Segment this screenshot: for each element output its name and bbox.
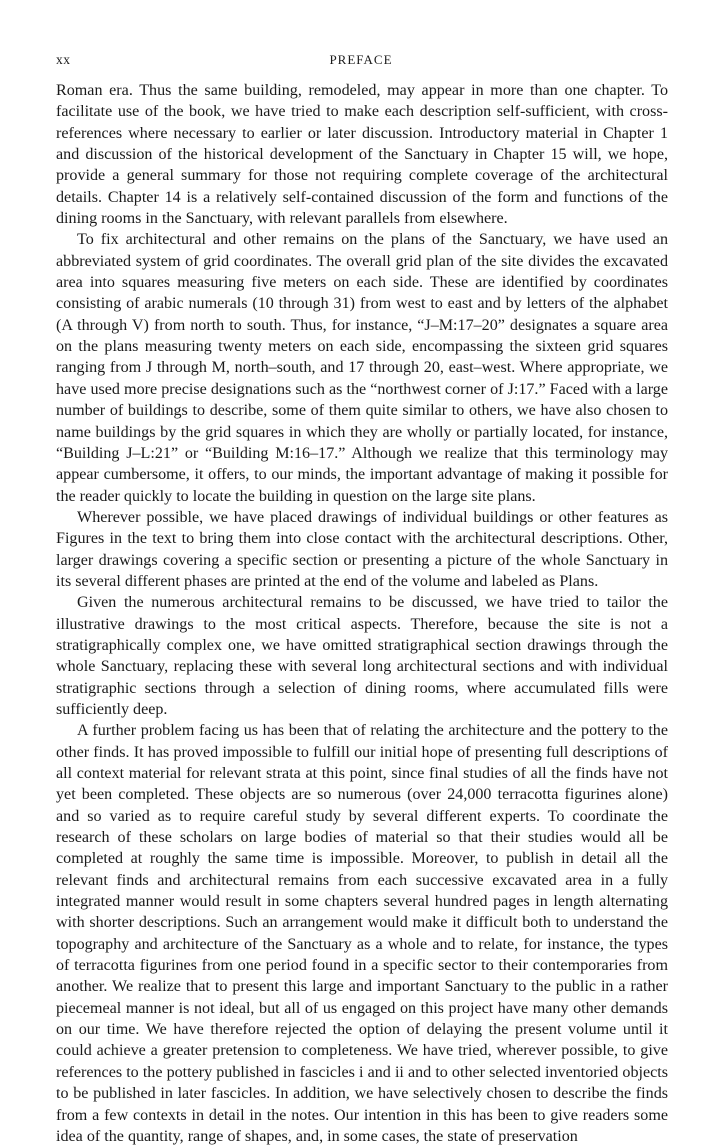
paragraph-2: To fix architectural and other remains on the plans of the Sanctuary, we have used an abbreviated system of grid coordinates. The overall grid plan of the site divides the excavated area into squares measuring five meters on each side. These are identified by coordinates consisting of arabic numerals (10 through 31) from west to east and by letters of the alphabet (A through V) from north to south. Thus, for instance, “J–M:17–20” designates a square area on the plans measuring twenty meters on each side, encompassing the sixteen grid squares ranging from J through M, north–south, and 17 through 20, east–west. Where appropriate, we have used more precise designations such as the “northwest corner of J:17.” Faced with a large number of buildings to describe, some of them quite similar to others, we have also chosen to name buildings by the grid squares in which they are wholly or partially located, for instance, “Building J–L:21” or “Building M:16–17.” Although we realize that this terminology may appear cumbersome, it offers, to our minds, the important advantage of making it possible for the reader quickly to locate the building in question on the large site plans. xyxy=(56,231,668,505)
body-text xyxy=(56,80,668,1147)
paragraph-5: A further problem facing us has been that of relating the architecture and the pottery to the other finds. It has proved impossible to fulfill our initial hope of presenting full descriptions of all context material for relevant strata at this point, since final studies of all the finds have not yet been completed. These objects are so numerous (over 24,000 terracotta figurines alone) and so varied as to require careful study by several different experts. To coordinate the research of these scholars on large bodies of material so that their studies would all be completed at roughly the same time is impossible. Moreover, to publish in detail all the relevant finds and architectural remains from each successive excavated area in a fully integrated manner would result in some chapters several hundred pages in length alternating with shorter descriptions. Such an arrangement would make it difficult both to understand the topography and architecture of the Sanctuary as a whole and to relate, for instance, the types of terracotta figurines from one period found in a specific sector to their contemporaries from another. We realize that to present this large and important Sanctuary to the public in a rather piecemeal manner is not ideal, but all of us engaged on this project have many other demands on our time. We have therefore rejected the option of delaying the present volume until it could achieve a greater pretension to completeness. We have tried, wherever possible, to give references to the pottery published in fascicles i and ii and to other selected inventoried objects to be published in later fascicles. In addition, we have selectively chosen to describe the finds from a few contexts in detail in the notes. Our intention in this has been to give readers some idea of the quantity, range of shapes, and, in some cases, the state of preservation xyxy=(56,722,668,1145)
paragraph-3: Wherever possible, we have placed drawings of individual buildings or other features as Figures in the text to bring them into close contact with the architectural descriptions. Other, larger drawings covering a specific section or presenting a picture of the whole Sanctuary in its several different phases are printed at the end of the volume and labeled as Plans. xyxy=(56,508,668,590)
running-head-title: PREFACE xyxy=(329,52,393,67)
paragraph-4: Given the numerous architectural remains to be discussed, we have tried to tailor the illustrative drawings to the most critical aspects. Therefore, because the site is not a stratigraphically complex one, we have omitted stratigraphical section drawings through the whole Sanctuary, replacing these with several long architectural sections and with individual stratigraphic sections through a selection of dining rooms, where accumulated fills were sufficiently deep. xyxy=(56,594,668,718)
page-number: xx xyxy=(56,52,71,67)
paragraph-1: Roman era. Thus the same building, remodeled, may appear in more than one chapter. To facilitate use of the book, we have tried to make each description self-sufficient, with cross-references where necessary to earlier or later discussion. Introductory material in Chapter 1 and discussion of the historical development of the Sanctuary in Chapter 15 will, we hope, provide a general summary for those not requiring complete coverage of the architectural details. Chapter 14 is a relatively self-contained discussion of the form and functions of the dining rooms in the Sanctuary, with relevant parallels from elsewhere. xyxy=(56,82,668,228)
running-head xyxy=(56,52,666,72)
